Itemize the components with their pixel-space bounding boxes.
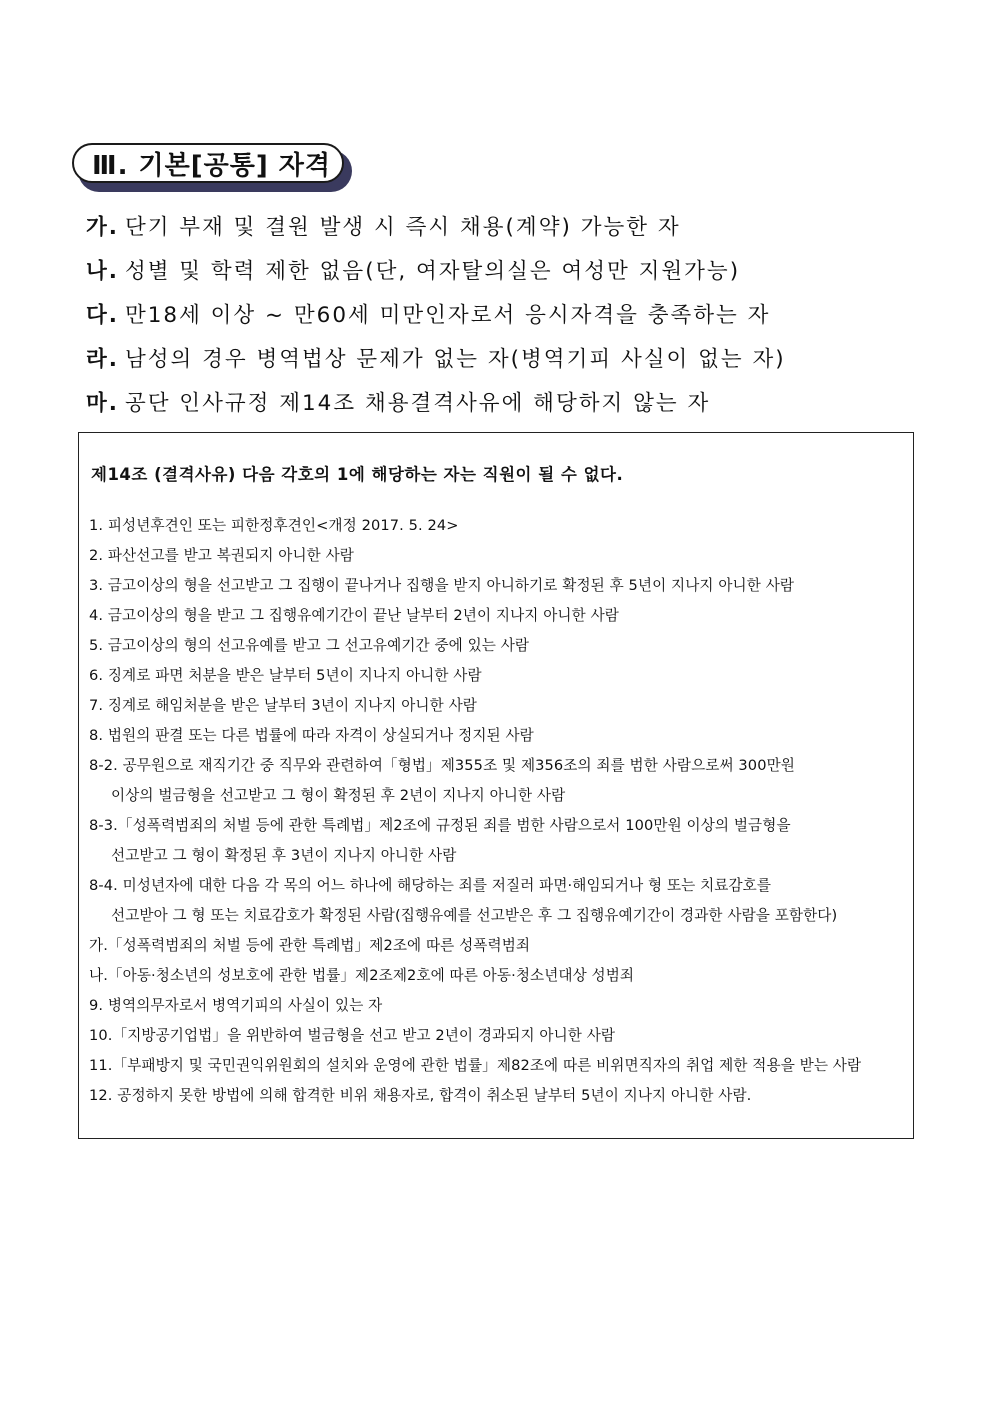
clause-line: 가.「성폭력범죄의 처벌 등에 관한 특례법」제2조에 따른 성폭력범죄 <box>89 937 531 954</box>
section-title-label: Ⅲ. 기본[공통] 자격 <box>72 143 344 183</box>
requirement-text: 남성의 경우 병역법상 문제가 없는 자(병역기피 사실이 없는 자) <box>124 347 786 372</box>
requirement-marker: 가. <box>86 215 119 240</box>
clause-continuation: 이상의 벌금형을 선고받고 그 형이 확정된 후 2년이 지나지 아니한 사람 <box>111 787 566 804</box>
clause-line: 10.「지방공기업법」을 위반하여 벌금형을 선고 받고 2년이 경과되지 아니한 사람 <box>89 1027 616 1044</box>
clause-line: 12. 공정하지 못한 방법에 의해 합격한 비위 채용자로, 합격이 취소된 날부터 5년이 지나지 아니한 사람. <box>89 1087 752 1104</box>
clause-line: 5. 금고이상의 형의 선고유예를 받고 그 선고유예기간 중에 있는 사람 <box>89 637 530 654</box>
requirement-text: 성별 및 학력 제한 없음(단, 여자탈의실은 여성만 지원가능) <box>124 259 741 284</box>
clause-line: 7. 징계로 해임처분을 받은 날부터 3년이 지나지 아니한 사람 <box>89 697 477 714</box>
clause-line: 8. 법원의 판결 또는 다른 법률에 따라 자격이 상실되거나 정지된 사람 <box>89 727 534 744</box>
clause-line: 11.「부패방지 및 국민권익위원회의 설치와 운영에 관한 법률」제82조에 따른 비위면직자의 취업 제한 적용을 받는 사람 <box>89 1057 862 1074</box>
requirement-text: 공단 인사규정 제14조 채용결격사유에 해당하지 않는 자 <box>124 391 711 416</box>
requirement-item <box>86 294 786 338</box>
clause-line: 4. 금고이상의 형을 받고 그 집행유예기간이 끝난 날부터 2년이 지나지 아니한 사람 <box>89 607 619 624</box>
clause-line: 2. 파산선고를 받고 복권되지 아니한 사람 <box>89 547 354 564</box>
regulation-heading: 제14조 (결격사유) 다음 각호의 1에 해당하는 자는 직원이 될 수 없다. <box>91 465 624 484</box>
requirements-list <box>86 206 786 426</box>
clause-line: 나.「아동·청소년의 성보호에 관한 법률」제2조제2호에 따른 아동·청소년대상 성범죄 <box>89 967 635 984</box>
clause-line: 6. 징계로 파면 처분을 받은 날부터 5년이 지나지 아니한 사람 <box>89 667 482 684</box>
requirement-marker: 다. <box>86 303 119 328</box>
clause-line: 8-4. 미성년자에 대한 다음 각 목의 어느 하나에 해당하는 죄를 저질러 파면·해임되거나 형 또는 치료감호를 <box>89 877 772 894</box>
clause-line: 9. 병역의무자로서 병역기피의 사실이 있는 자 <box>89 997 383 1014</box>
requirement-text: 단기 부재 및 결원 발생 시 즉시 채용(계약) 가능한 자 <box>124 215 681 240</box>
clause-continuation: 선고받아 그 형 또는 치료감호가 확정된 사람(집행유예를 선고받은 후 그 집행유예기간이 경과한 사람을 포함한다) <box>111 907 838 924</box>
clause-line: 1. 피성년후견인 또는 피한정후견인<개정 2017. 5. 24> <box>89 517 459 534</box>
clause-line: 8-2. 공무원으로 재직기간 중 직무와 관련하여「형법」제355조 및 제356조의 죄를 범한 사람으로써 300만원 <box>89 757 795 774</box>
regulation-clauses <box>89 511 909 1111</box>
clause-continuation: 선고받고 그 형이 확정된 후 3년이 지나지 아니한 사람 <box>111 847 457 864</box>
requirement-item <box>86 338 786 382</box>
requirement-marker: 라. <box>86 347 119 372</box>
clause-line: 3. 금고이상의 형을 선고받고 그 집행이 끝나거나 집행을 받지 아니하기로 확정된 후 5년이 지나지 아니한 사람 <box>89 577 795 594</box>
requirement-item <box>86 206 786 250</box>
regulation-box <box>78 432 914 1139</box>
requirement-item <box>86 382 786 426</box>
requirement-marker: 마. <box>86 391 119 416</box>
section-title <box>72 143 350 191</box>
clause-line: 8-3.「성폭력범죄의 처벌 등에 관한 특례법」제2조에 규정된 죄를 범한 사람으로서 100만원 이상의 벌금형을 <box>89 817 791 834</box>
requirement-text: 만18세 이상 ~ 만60세 미만인자로서 응시자격을 충족하는 자 <box>124 303 771 328</box>
requirement-marker: 나. <box>86 259 119 284</box>
requirement-item <box>86 250 786 294</box>
